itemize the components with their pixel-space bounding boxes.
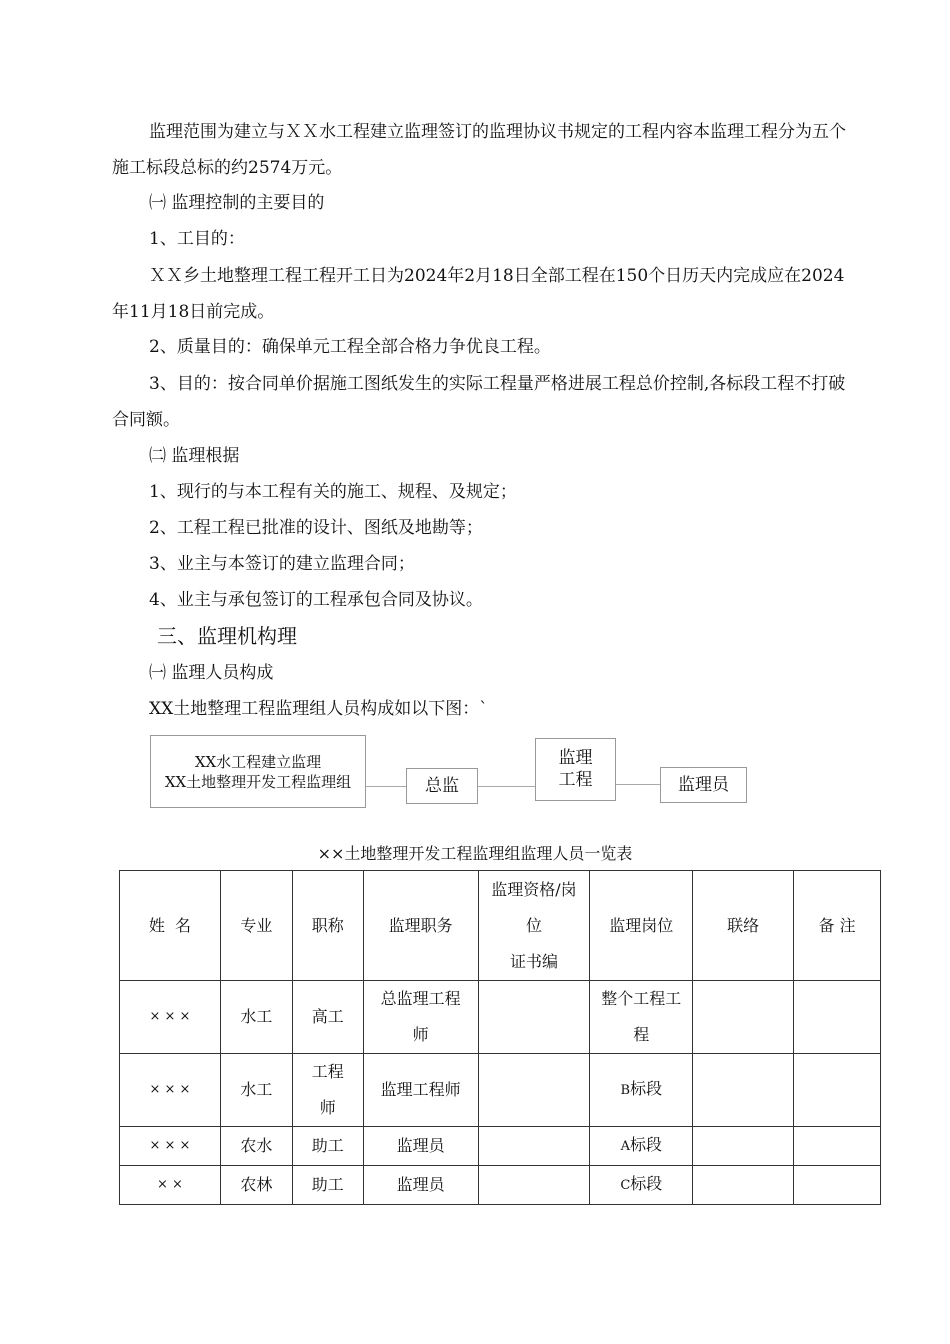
table-row	[120, 1127, 881, 1166]
cell-certificate	[478, 1166, 590, 1205]
cell-duty: 监理员	[363, 1127, 478, 1166]
cell-certificate	[478, 1054, 590, 1127]
cell-remark	[794, 1166, 881, 1205]
header-duty: 监理职务	[363, 871, 478, 981]
cell-post-letter: B	[620, 1083, 631, 1098]
header-remark: 备 注	[794, 871, 881, 981]
org-connector	[616, 784, 660, 785]
cell-duty	[363, 981, 478, 1054]
cell-major: 水工	[220, 981, 292, 1054]
cell-post-text: 标段	[630, 1174, 663, 1193]
cell-title-line1: 工程	[311, 1062, 344, 1081]
table-row	[120, 981, 881, 1054]
cell-title-line2: 师	[319, 1098, 336, 1117]
cell-certificate	[478, 981, 590, 1054]
cell-remark	[794, 1054, 881, 1127]
cell-duty-line2: 师	[412, 1025, 429, 1044]
cell-post-text: 标段	[629, 1135, 662, 1154]
cell-post-line1: 整个工程工	[601, 989, 682, 1008]
header-certificate-line3: 证书编	[509, 951, 558, 971]
org-box-chief	[406, 768, 478, 804]
basis-item-1: 1、现行的与本工程有关的施工、规程、及规定；	[149, 482, 517, 502]
scope-paragraph: 监理范围为建立与ＸＸ水工程建立监理签订的监理协议书规定的工程内容本监理工程分为五个施工标段总标的约2574万元。	[112, 122, 846, 178]
cell-duty: 监理员	[363, 1166, 478, 1205]
table-row	[120, 1166, 881, 1205]
cell-certificate	[478, 1127, 590, 1166]
header-name: 姓 名	[120, 871, 221, 981]
org-box-engineer-line2: 工程	[558, 770, 593, 790]
org-box-supervisor	[660, 767, 747, 803]
cell-major: 农林	[220, 1166, 292, 1205]
cell-contact	[693, 1054, 794, 1127]
header-certificate-line2: 位	[525, 915, 542, 935]
org-box-engineer	[535, 738, 616, 801]
header-major: 专业	[220, 871, 292, 981]
org-box-company-line1: XX水工程建立监理	[194, 752, 322, 771]
cell-duty-line1: 总监理工程	[380, 989, 461, 1008]
cell-major: 农水	[220, 1127, 292, 1166]
header-certificate	[478, 871, 590, 981]
cell-duty: 监理工程师	[363, 1054, 478, 1127]
cell-contact	[693, 1127, 794, 1166]
basis-item-3: 3、业主与本签订的建立监理合同；	[149, 554, 415, 574]
table-caption: ××土地整理开发工程监理组监理人员一览表	[317, 844, 633, 863]
item-quality-goal: 2、质量目的：确保单元工程全部合格力争优良工程。	[149, 337, 551, 357]
org-box-chief-label: 总监	[425, 776, 459, 796]
basis-item-4: 4、业主与承包签订的工程承包合同及协议。	[149, 590, 483, 610]
org-connector	[478, 786, 535, 787]
cell-title: 助工	[292, 1166, 363, 1205]
cell-contact	[693, 981, 794, 1054]
header-contact: 联络	[693, 871, 794, 981]
section-heading-staff: ㈠ 监理人员构成	[149, 663, 274, 683]
cell-post	[590, 1127, 693, 1166]
cell-post-letter: C	[620, 1178, 631, 1193]
cell-name: × ×	[120, 1166, 221, 1205]
cell-title: 高工	[292, 981, 363, 1054]
cell-name: × × ×	[120, 981, 221, 1054]
section-heading-objectives: ㈠ 监理控制的主要目的	[149, 193, 325, 213]
schedule-paragraph: ＸＸ乡土地整理工程工程开工日为2024年2月18日全部工程在150个日历天内完成应在2024年11月18日前完成。	[112, 266, 845, 322]
table-header-row	[120, 871, 881, 981]
header-post: 监理岗位	[590, 871, 693, 981]
cell-post	[590, 1166, 693, 1205]
staff-table	[119, 870, 881, 1205]
cell-title: 助工	[292, 1127, 363, 1166]
cell-remark	[794, 981, 881, 1054]
cell-post	[590, 1054, 693, 1127]
cost-goal-paragraph: 3、目的：按合同单价据施工图纸发生的实际工程量严格进展工程总价控制,各标段工程不打破合同额。	[112, 374, 846, 430]
chapter-heading-organization: 三、监理机构理	[157, 624, 297, 648]
header-title: 职称	[292, 871, 363, 981]
cell-post-letter: A	[620, 1139, 630, 1154]
org-box-company-line2: XX土地整理开发工程监理组	[164, 772, 352, 791]
basis-item-2: 2、工程工程已批准的设计、图纸及地勘等；	[149, 518, 483, 538]
cell-post	[590, 981, 693, 1054]
cell-name: × × ×	[120, 1127, 221, 1166]
org-box-engineer-line1: 监理	[558, 748, 593, 768]
cell-remark	[794, 1127, 881, 1166]
cell-contact	[693, 1166, 794, 1205]
item-schedule-goal: 1、工目的：	[149, 229, 245, 249]
header-certificate-line1: 监理资格/岗	[491, 879, 577, 899]
cell-post-line2: 程	[633, 1025, 650, 1044]
cell-post-text: 标段	[630, 1079, 663, 1098]
cell-name: × × ×	[120, 1054, 221, 1127]
section-heading-basis: ㈡ 监理根据	[149, 446, 240, 466]
org-box-supervisor-label: 监理员	[678, 775, 729, 795]
cell-major: 水工	[220, 1054, 292, 1127]
org-connector	[366, 786, 406, 787]
cell-title	[292, 1054, 363, 1127]
table-row	[120, 1054, 881, 1127]
org-chart-intro: XX土地整理工程监理组人员构成如以下图：`	[149, 699, 488, 719]
org-box-company	[150, 735, 366, 808]
